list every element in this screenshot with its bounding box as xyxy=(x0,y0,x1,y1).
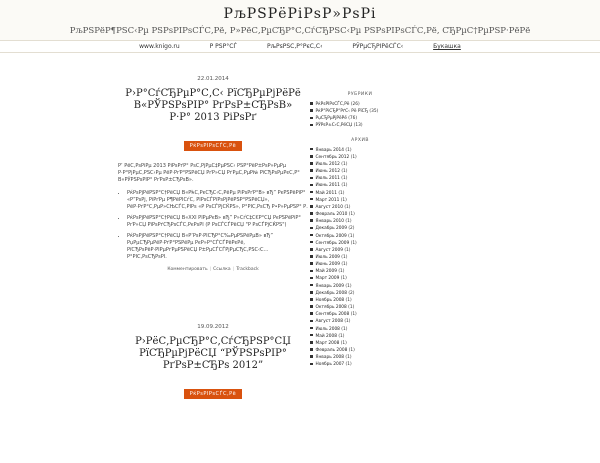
bullet-icon xyxy=(310,305,313,308)
archive-link[interactable]: Январь 2008 xyxy=(315,355,345,361)
archive-link[interactable]: Июль 2009 xyxy=(315,254,340,260)
list-item: Март 2011 (1) xyxy=(310,197,410,204)
bullet-icon xyxy=(310,277,313,280)
post-footer: Комментировать | Ссылка | Trackback xyxy=(167,267,259,272)
post-date: 19.09.2012 xyxy=(197,324,229,330)
list-item: Декабрь 2008 (2) xyxy=(310,290,410,297)
bullet-icon xyxy=(310,363,313,366)
list-item: Июль 2012 (1) xyxy=(310,161,410,168)
bullet-icon xyxy=(310,219,313,222)
archive-link[interactable]: Август 2008 xyxy=(315,319,343,325)
list-item: Август 2008 (1) xyxy=(310,318,410,325)
list-item: РџСЂРµРјРёРё (76) xyxy=(310,115,410,122)
permalink[interactable]: Ссылка xyxy=(213,267,231,272)
list-item: Август 2009 (1) xyxy=(310,247,410,254)
nav-item-contacts[interactable]: РљРѕРЅС‚Р°РєС‚С‹ xyxy=(266,43,323,50)
category-link[interactable]: РЎРѕР±С‹С‚РёСЏ xyxy=(315,123,353,129)
nav-item-bukashka[interactable]: Букашка xyxy=(433,43,461,50)
archive-link[interactable]: Февраль 2010 xyxy=(315,212,348,218)
archive-link[interactable]: Май 2009 xyxy=(315,269,337,275)
archive-link[interactable]: Июнь 2009 xyxy=(315,262,340,268)
bullet-icon xyxy=(310,124,313,127)
archive-link[interactable]: Август 2010 xyxy=(315,204,343,210)
bullet-icon xyxy=(310,320,313,323)
list-item: Январь 2008 (1) xyxy=(310,354,410,361)
list-item: Февраль 2010 (1) xyxy=(310,211,410,218)
bullet-icon xyxy=(310,162,313,165)
list-item: • РќРѕРјРёРЅР°С†РёСЏ В«Р’РѕР·РІСЂР°С‰РµРЅРёРµВ» вЂ” РџРµСЂРµРёР·РґР°РЅРёРµ РєР»Р°СЃСЃРёРєРё, РїСЂРѕРёР·РІРµРґРµРЅРёСЏ Р±РµСЃСЃРјРµСЂС‚РЅС‹С… Р°РІС‚РѕСЂРѕРІ. xyxy=(127,233,308,261)
list-item: Июль 2009 (1) xyxy=(310,254,410,261)
list-item: Октябрь 2008 (1) xyxy=(310,304,410,311)
post xyxy=(118,324,308,411)
list-item: Сентябрь 2009 (1) xyxy=(310,240,410,247)
list-item: Сентябрь 2012 (1) xyxy=(310,154,410,161)
site-header xyxy=(0,0,600,41)
main-content xyxy=(118,76,308,463)
archive-link[interactable]: Июль 2011 xyxy=(315,176,340,182)
list-item: Июнь 2011 (1) xyxy=(310,182,410,189)
post-body xyxy=(118,163,308,261)
archive-link[interactable]: Август 2009 xyxy=(315,247,343,253)
nav-item-home[interactable]: www.knigo.ru xyxy=(139,43,180,50)
archive-link[interactable]: Сентябрь 2012 xyxy=(315,154,350,160)
bullet-icon xyxy=(310,212,313,215)
list-item: Январь 2014 (1) xyxy=(310,147,410,154)
bullet-icon xyxy=(310,327,313,330)
bullet-icon xyxy=(310,177,313,180)
bullet-icon xyxy=(310,298,313,301)
categories-heading: РУБРИКИ xyxy=(347,92,373,97)
category-link[interactable]: РќРѕРІРѕСЃС‚Рё xyxy=(315,102,350,107)
bullet-icon xyxy=(310,255,313,258)
archive-link[interactable]: Январь 2010 xyxy=(315,219,345,225)
list-item: • РќРѕРјРёРЅР°С†РёСЏ В«XXI РІРµРєВ» вЂ” Р»СѓС‡С€Р°СЏ РєРЅРёРіР° РґР»СЏ РїРѕРґСЂРѕСЃС‚РєРѕРІ (Р РѕСЃСЃРёСЏ "Р РѕСЃРјСЌРЅ") xyxy=(127,215,308,229)
archive-link[interactable]: Март 2008 xyxy=(315,340,340,346)
archive-link[interactable]: Сентябрь 2008 xyxy=(315,312,350,318)
list-item: Май 2008 (1) xyxy=(310,333,410,340)
main-nav xyxy=(0,41,600,53)
list-item: Январь 2009 (1) xyxy=(310,283,410,290)
categories-list xyxy=(310,101,410,130)
archive-link[interactable]: Декабрь 2009 xyxy=(315,226,347,232)
bullet-icon xyxy=(310,291,313,294)
bullet-icon xyxy=(310,117,313,120)
post-title[interactable]: Р›Р°СѓСЂРµР°С‚С‹ РїСЂРµРјРёРё В«РЎРЅРѕРІР° РґРѕР±СЂРѕВ» Р·Р° 2013 РіРѕРґ xyxy=(125,88,301,123)
nav-item-services[interactable]: РЎРµСЂРІРёСЃС‹ xyxy=(352,43,404,50)
post-intro: Р’ РёС‚РѕРіРµ 2013 РіРѕРґР° РѕС‚РјРµС‡РµРЅС‹ РЅР°РёР±РѕР»РµРµ Р·Р°РјРµС‚РЅС‹Рµ РёР·РґР°РЅРёСЏ РґР»СЏ РґРµС‚РµР№ РїСЂРѕРµРєС‚Р° В«РЎРЅРѕРІР° РґРѕР±СЂРѕВ». xyxy=(118,163,300,183)
archive-link[interactable]: Май 2011 xyxy=(315,190,337,196)
bullet-icon xyxy=(310,184,313,187)
bullet-icon xyxy=(310,155,313,158)
bullet-icon xyxy=(310,102,313,105)
list-item: Февраль 2008 (1) xyxy=(310,347,410,354)
archive-link[interactable]: Ноябрь 2007 xyxy=(315,362,345,368)
archive-link[interactable]: Октябрь 2008 xyxy=(315,305,347,311)
list-item: Декабрь 2009 (2) xyxy=(310,225,410,232)
archive-link[interactable]: Декабрь 2008 xyxy=(315,290,347,296)
list-item: Ноябрь 2007 (1) xyxy=(310,361,410,368)
bullet-icon xyxy=(310,341,313,344)
list-item: Март 2008 (1) xyxy=(310,340,410,347)
archive-link[interactable]: Октябрь 2009 xyxy=(315,233,347,239)
archive-link[interactable]: Июнь 2012 xyxy=(315,169,340,175)
list-item: Август 2010 (1) xyxy=(310,204,410,211)
list-item: Июль 2008 (1) xyxy=(310,326,410,333)
list-item: • РќРѕРјРёРЅР°С†РёСЏ В«РћС‚РєСЂС‹С‚РёРµ РіРѕРґР°В» вЂ” РєРЅРёРіР° «Р”РѕРј, РіРґРµ Р¶РёРІСѓС‚ РІРѕСЃРїРѕРјРёРЅР°РЅРёСЏ», РёР·РґР°С‚РµР»СЊСЃС‚РІРѕ «Р РѕСЃРјСЌРЅ», Р°РІС‚РѕСЂ Р•Р»РµРЅР° Р. xyxy=(127,190,308,211)
bullet-icon xyxy=(310,355,313,358)
bullet-icon xyxy=(310,248,313,251)
category-badge[interactable]: РќРѕРІРѕСЃС‚Рё xyxy=(184,389,242,399)
site-title[interactable]: РљРЅРёРіРѕР»РѕРі xyxy=(223,6,377,22)
bullet-icon xyxy=(310,205,313,208)
bullet-icon xyxy=(310,191,313,194)
archive-link[interactable]: Июль 2008 xyxy=(315,326,340,332)
bullet-icon xyxy=(310,169,313,172)
list-item: Июнь 2012 (1) xyxy=(310,168,410,175)
archive-link[interactable]: Май 2008 xyxy=(315,333,337,339)
list-item: Май 2011 (1) xyxy=(310,190,410,197)
archive-link[interactable]: Март 2009 xyxy=(315,276,340,282)
archive-link[interactable]: Январь 2014 xyxy=(315,147,345,153)
bullet-icon xyxy=(310,234,313,237)
category-link[interactable]: РќР°РіСЂР°РґС‹ Рё РїСЂ xyxy=(315,109,369,115)
list-item: РќРѕРІРѕСЃС‚Рё (26) xyxy=(310,101,410,108)
bullet-icon xyxy=(310,227,313,230)
list-item: Ноябрь 2008 (1) xyxy=(310,297,410,304)
category-badge[interactable]: РќРѕРІРѕСЃС‚Рё xyxy=(184,141,242,151)
list-item: Июль 2011 (1) xyxy=(310,175,410,182)
archive-link[interactable]: Июль 2012 xyxy=(315,161,340,167)
list-item: Май 2009 (1) xyxy=(310,268,410,275)
bullet-icon xyxy=(310,241,313,244)
bullet-icon xyxy=(310,284,313,287)
list-item: РќР°РіСЂР°РґС‹ Рё РїСЂ (35) xyxy=(310,108,410,115)
post-title[interactable]: Р›РёС‚РµСЂР°С‚СѓСЂРЅР°СЏ РїСЂРµРјРёСЏ “РЎРЅРѕРІР° РґРѕР±СЂРѕ 2012” xyxy=(135,336,291,371)
archive-list xyxy=(310,147,410,369)
bullet-icon xyxy=(310,270,313,273)
bullet-icon xyxy=(310,348,313,351)
post-date: 22.01.2014 xyxy=(197,76,229,82)
list-item: Октябрь 2009 (1) xyxy=(310,233,410,240)
trackback-link[interactable]: Trackback xyxy=(236,267,259,272)
bullet-icon xyxy=(310,148,313,151)
bullet-icon xyxy=(310,262,313,265)
archive-link[interactable]: Март 2011 xyxy=(315,197,340,203)
archive-link[interactable]: Ноябрь 2008 xyxy=(315,297,345,303)
list-item: Март 2009 (1) xyxy=(310,275,410,282)
bullet-icon xyxy=(310,334,313,337)
archive-link[interactable]: Сентябрь 2009 xyxy=(315,240,350,246)
list-item: Июнь 2009 (1) xyxy=(310,261,410,268)
archive-link[interactable]: Февраль 2008 xyxy=(315,348,348,353)
list-item: РЎРѕР±С‹С‚РёСЏ (13) xyxy=(310,122,410,129)
post-list xyxy=(118,190,308,261)
post xyxy=(118,76,308,272)
category-link[interactable]: РџСЂРµРјРёРё xyxy=(315,116,347,122)
comment-link[interactable]: Комментировать xyxy=(167,267,208,272)
bullet-icon xyxy=(310,198,313,201)
list-item: Январь 2010 (1) xyxy=(310,218,410,225)
bullet-icon xyxy=(310,109,313,112)
nav-item-about[interactable]: Р РЅР°СЃ xyxy=(209,43,238,50)
bullet-icon xyxy=(310,312,313,315)
archive-heading: АРХИВ xyxy=(351,137,369,143)
archive-link[interactable]: Январь 2009 xyxy=(315,283,345,289)
archive-link[interactable]: Июнь 2011 xyxy=(315,183,340,189)
site-description: РљРЅРёР¶РЅС‹Рµ РЅРѕРІРѕСЃС‚Рё, Р»РёС‚РµСЂР°С‚СѓСЂРЅС‹Рµ РЅРѕРІРѕСЃС‚Рё, СЂРµС†РµРЅР·РёРё xyxy=(69,26,531,36)
sidebar xyxy=(310,92,410,376)
list-item: Сентябрь 2008 (1) xyxy=(310,311,410,318)
